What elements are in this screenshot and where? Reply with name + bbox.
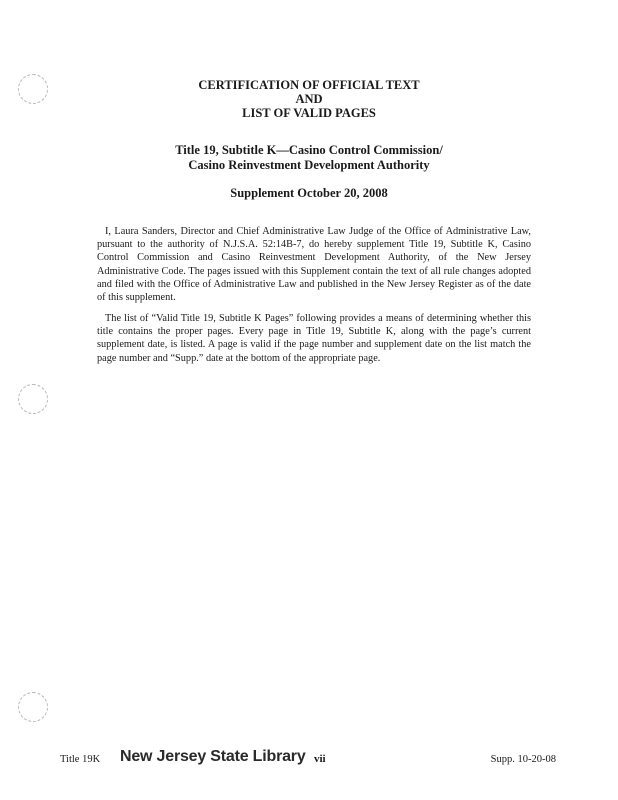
page-number: vii [314,753,326,765]
heading-line: LIST OF VALID PAGES [242,106,376,120]
body-paragraph: I, Laura Sanders, Director and Chief Administrative Law Judge of the Office of Administrative Law, pursuant to the authority of N.J.S.A. 52:14B-7, do hereby supplement Title 19, Subtitle K, Casino Control Commission and Casino Reinvestment Development Authority, of the New Jersey Administrative Code. The pages issued with this Supplement contain the text of all rule changes adopted and filed with the Office of Administrative Law and published in the New Jersey Register as of the date of this supplement. [97,226,531,304]
heading-line: AND [295,92,323,106]
body-paragraph: The list of “Valid Title 19, Subtitle K Pages” following provides a means of determining whether this title contains the proper pages. Every page in Title 19, Subtitle K, along with the page’s current supplement date, is listed. A page is valid if the page number and supplement date on the list match the page number and “Supp.” date at the bottom of the appropriate page. [97,313,531,364]
page-footer [0,748,618,772]
title-block [0,143,618,173]
punch-hole-mark [18,384,48,414]
library-stamp: New Jersey State Library [120,748,306,765]
certification-heading [0,78,618,120]
supplement-code: Supp. 10-20-08 [490,754,556,765]
heading-line: CERTIFICATION OF OFFICIAL TEXT [198,78,420,92]
title-line: Casino Reinvestment Development Authority [188,158,430,172]
punch-hole-mark [18,692,48,722]
title-line: Title 19, Subtitle K—Casino Control Commission/ [175,143,443,157]
supplement-date: Supplement October 20, 2008 [230,186,388,200]
footer-title: Title 19K [60,754,101,765]
